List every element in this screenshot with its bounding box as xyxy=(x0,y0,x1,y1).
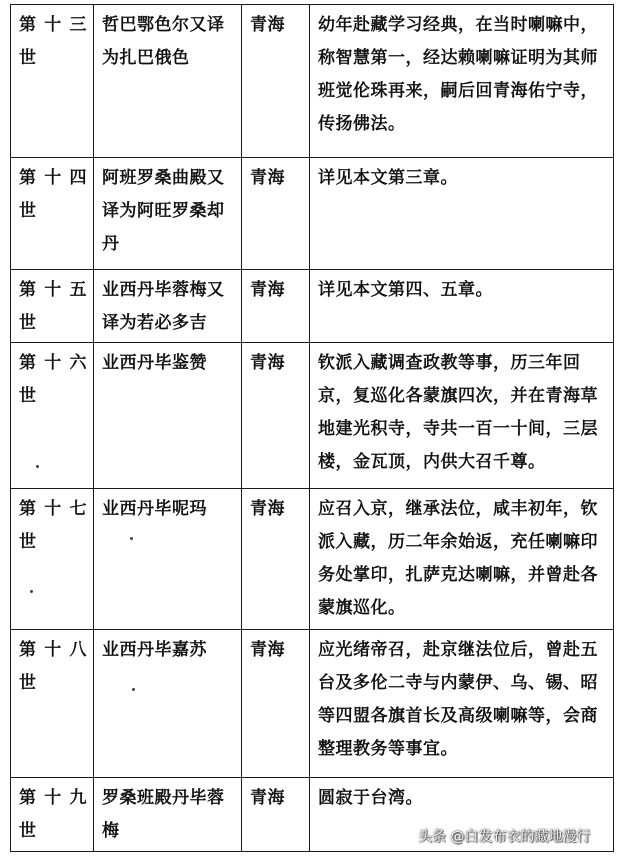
place-cell xyxy=(242,489,310,630)
description-text: 钦派入藏调查政教等事，历三年回京，复巡化各蒙旗四次，并在青海草地建光积寺，寺共一百一十间，三层楼，金瓦顶，内供大召千尊。 xyxy=(318,353,598,472)
lama-name: 业西丹毕嘉苏 xyxy=(102,640,207,660)
place-cell xyxy=(242,778,310,852)
generation-cell xyxy=(11,778,94,852)
name-cell xyxy=(94,489,242,630)
generation-suffix: 世 xyxy=(19,673,37,693)
generation-suffix: 世 xyxy=(19,48,37,68)
scan-speck xyxy=(130,537,133,540)
generation-char: 八 xyxy=(69,640,87,660)
place-cell xyxy=(242,270,310,343)
generation-suffix: 世 xyxy=(19,313,37,333)
table-row xyxy=(11,158,614,270)
description-cell xyxy=(310,489,614,630)
place-cell xyxy=(242,5,310,158)
birthplace: 青海 xyxy=(250,15,285,35)
generation-char: 第 xyxy=(19,168,37,188)
birthplace: 青海 xyxy=(250,499,285,519)
description-text: 详见本文第四、五章。 xyxy=(318,280,493,300)
birthplace: 青海 xyxy=(250,788,285,808)
description-cell xyxy=(310,630,614,778)
generation-char: 七 xyxy=(69,499,87,519)
table-row xyxy=(11,5,614,158)
generation-char: 四 xyxy=(69,168,87,188)
generation-char: 第 xyxy=(19,788,37,808)
description-cell xyxy=(310,158,614,270)
birthplace: 青海 xyxy=(250,168,285,188)
generation-cell xyxy=(11,270,94,343)
name-cell xyxy=(94,158,242,270)
birthplace: 青海 xyxy=(250,640,285,660)
generation-suffix: 世 xyxy=(19,532,37,552)
lama-name: 哲巴鄂色尔又译为扎巴俄色 xyxy=(102,15,225,68)
lama-name: 业西丹毕鉴赞 xyxy=(102,353,207,373)
name-cell xyxy=(94,343,242,489)
generation-suffix: 世 xyxy=(19,821,37,841)
name-cell xyxy=(94,5,242,158)
table-row xyxy=(11,630,614,778)
description-cell xyxy=(310,343,614,489)
scan-speck xyxy=(30,590,33,593)
name-cell xyxy=(94,630,242,778)
watermark: 头条 @白发布衣的藏地漫行 xyxy=(418,829,591,845)
generation-char: 第 xyxy=(19,280,37,300)
description-text: 详见本文第三章。 xyxy=(318,168,458,188)
description-text: 幼年赴藏学习经典，在当时喇嘛中，称智慧第一，经达赖喇嘛证明为其师班觉伦珠再来，嗣后回青海佑宁寺，传扬佛法。 xyxy=(318,15,598,134)
generation-suffix: 世 xyxy=(19,386,37,406)
generation-cell xyxy=(11,489,94,630)
table-row xyxy=(11,343,614,489)
generation-char: 三 xyxy=(69,15,87,35)
table-row xyxy=(11,270,614,343)
lineage-table xyxy=(10,4,614,852)
description-cell xyxy=(310,5,614,158)
lama-name: 阿班罗桑曲殿又译为阿旺罗桑却丹 xyxy=(102,168,225,254)
generation-cell xyxy=(11,630,94,778)
place-cell xyxy=(242,343,310,489)
scan-speck xyxy=(36,465,39,468)
lama-name: 业西丹毕呢玛 xyxy=(102,499,207,519)
generation-char: 十 xyxy=(44,499,62,519)
name-cell xyxy=(94,778,242,852)
generation-char: 十 xyxy=(44,15,62,35)
generation-char: 第 xyxy=(19,15,37,35)
birthplace: 青海 xyxy=(250,353,285,373)
birthplace: 青海 xyxy=(250,280,285,300)
generation-char: 九 xyxy=(69,788,87,808)
table-row xyxy=(11,489,614,630)
name-cell xyxy=(94,270,242,343)
generation-char: 十 xyxy=(44,788,62,808)
generation-cell xyxy=(11,5,94,158)
place-cell xyxy=(242,158,310,270)
generation-char: 十 xyxy=(44,640,62,660)
generation-char: 第 xyxy=(19,353,37,373)
description-text: 应光绪帝召，赴京继法位后，曾赴五台及多伦二寺与内蒙伊、乌、锡、昭等四盟各旗首长及高级喇嘛等，会商整理教务等事宜。 xyxy=(318,640,598,759)
generation-char: 五 xyxy=(69,280,87,300)
generation-char: 十 xyxy=(44,280,62,300)
description-text: 应召入京，继承法位，咸丰初年，钦派入藏，历二年余始返，充任喇嘛印务处掌印，扎萨克达喇嘛，并曾赴各蒙旗巡化。 xyxy=(318,499,598,618)
description-cell xyxy=(310,270,614,343)
description-text: 圆寂于台湾。 xyxy=(318,788,423,808)
lama-name: 业西丹毕蓉梅又译为若必多吉 xyxy=(102,280,225,333)
place-cell xyxy=(242,630,310,778)
lama-name: 罗桑班殿丹毕蓉梅 xyxy=(102,788,225,841)
generation-cell xyxy=(11,343,94,489)
generation-suffix: 世 xyxy=(19,201,37,221)
scan-speck xyxy=(132,688,135,691)
generation-char: 六 xyxy=(69,353,87,373)
generation-char: 第 xyxy=(19,640,37,660)
generation-char: 十 xyxy=(44,353,62,373)
generation-char: 十 xyxy=(44,168,62,188)
generation-char: 第 xyxy=(19,499,37,519)
generation-cell xyxy=(11,158,94,270)
